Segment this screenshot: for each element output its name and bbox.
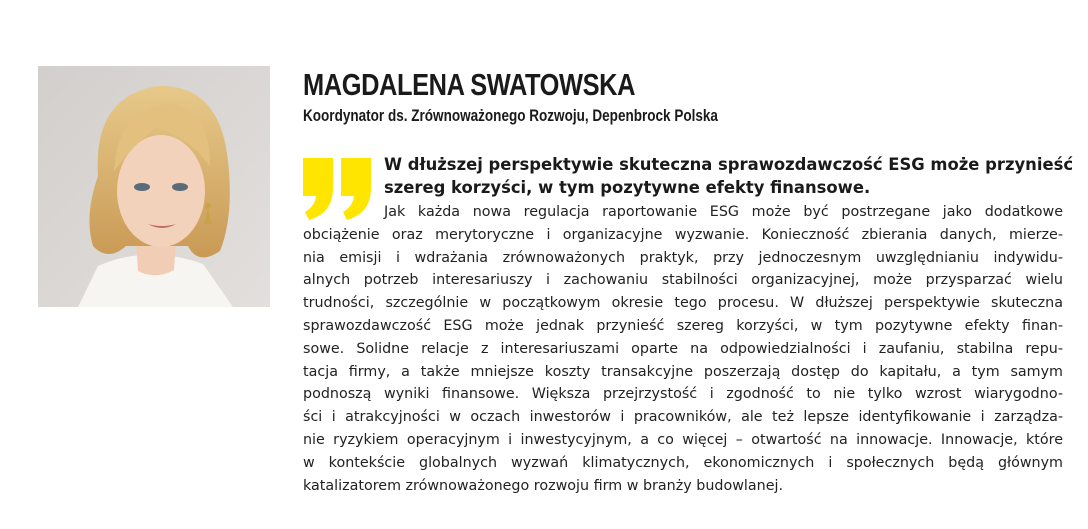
body-line: sprawozdawczość ESG może jednak przynieść szereg korzyści, w tym pozytywne efekty finan- [303,317,1063,334]
body-line: sowe. Solidne relacje z interesariuszami oparte na odpowiedzialności i zaufaniu, stabilna repu- [303,340,1063,357]
person-role: Koordynator ds. Zrównoważonego Rozwoju, Depenbrock Polska [303,107,718,125]
body-line: trudności, szczególnie w początkowym okresie tego procesu. W dłuższej perspektywie skuteczna [303,295,1063,312]
body-line: Jak każda nowa regulacja raportowanie ESG może być postrzegane jako dodatkowe [384,204,1063,220]
lead-quote [384,153,1074,199]
body-paragraph [303,201,1063,497]
portrait-illustration [38,66,270,307]
portrait-photo [38,66,270,307]
body-line: obciążenie oraz merytoryczne i organizacyjne wyzwanie. Konieczność zbierania danych, mierze- [303,226,1063,243]
body-line: nia emisji i wdrażania zrównoważonych praktyk, przy jednoczesnym uwzględnianiu indywidu- [303,249,1063,266]
lead-line: szereg korzyści, w tym pozytywne efekty finansowe. [384,178,871,197]
person-name: MAGDALENA SWATOWSKA [303,67,636,102]
body-line: ści i atrakcyjności w oczach inwestorów i pracowników, ale też lepsze identyfikowanie i zarządza- [303,409,1063,426]
lead-line: W dłuższej perspektywie skuteczna sprawozdawczość ESG może przynieść [384,155,1074,174]
body-line: alnych potrzeb interesariuszy i zachowaniu stabilności organizacyjnej, może przysparzać wielu [303,272,1063,289]
body-line: w kontekście globalnych wyzwań klimatycznych, ekonomicznych i społecznych będą głównym [303,454,1063,471]
body-line: nie ryzykiem operacyjnym i inwestycyjnym, a co więcej – otwartość na innowacje. Innowacje, które [303,431,1063,448]
body-line: katalizatorem zrównoważonego rozwoju firm w branży budowlanej. [303,477,784,494]
body-line: podnoszą wyniki finansowe. Większa przejrzystość i zgodność to nie tylko wzrost wiarygodno- [303,386,1063,403]
body-line: tacja firmy, a także mniejsze koszty transakcyjne poszerzają dostęp do kapitału, a tym samym [303,363,1063,380]
